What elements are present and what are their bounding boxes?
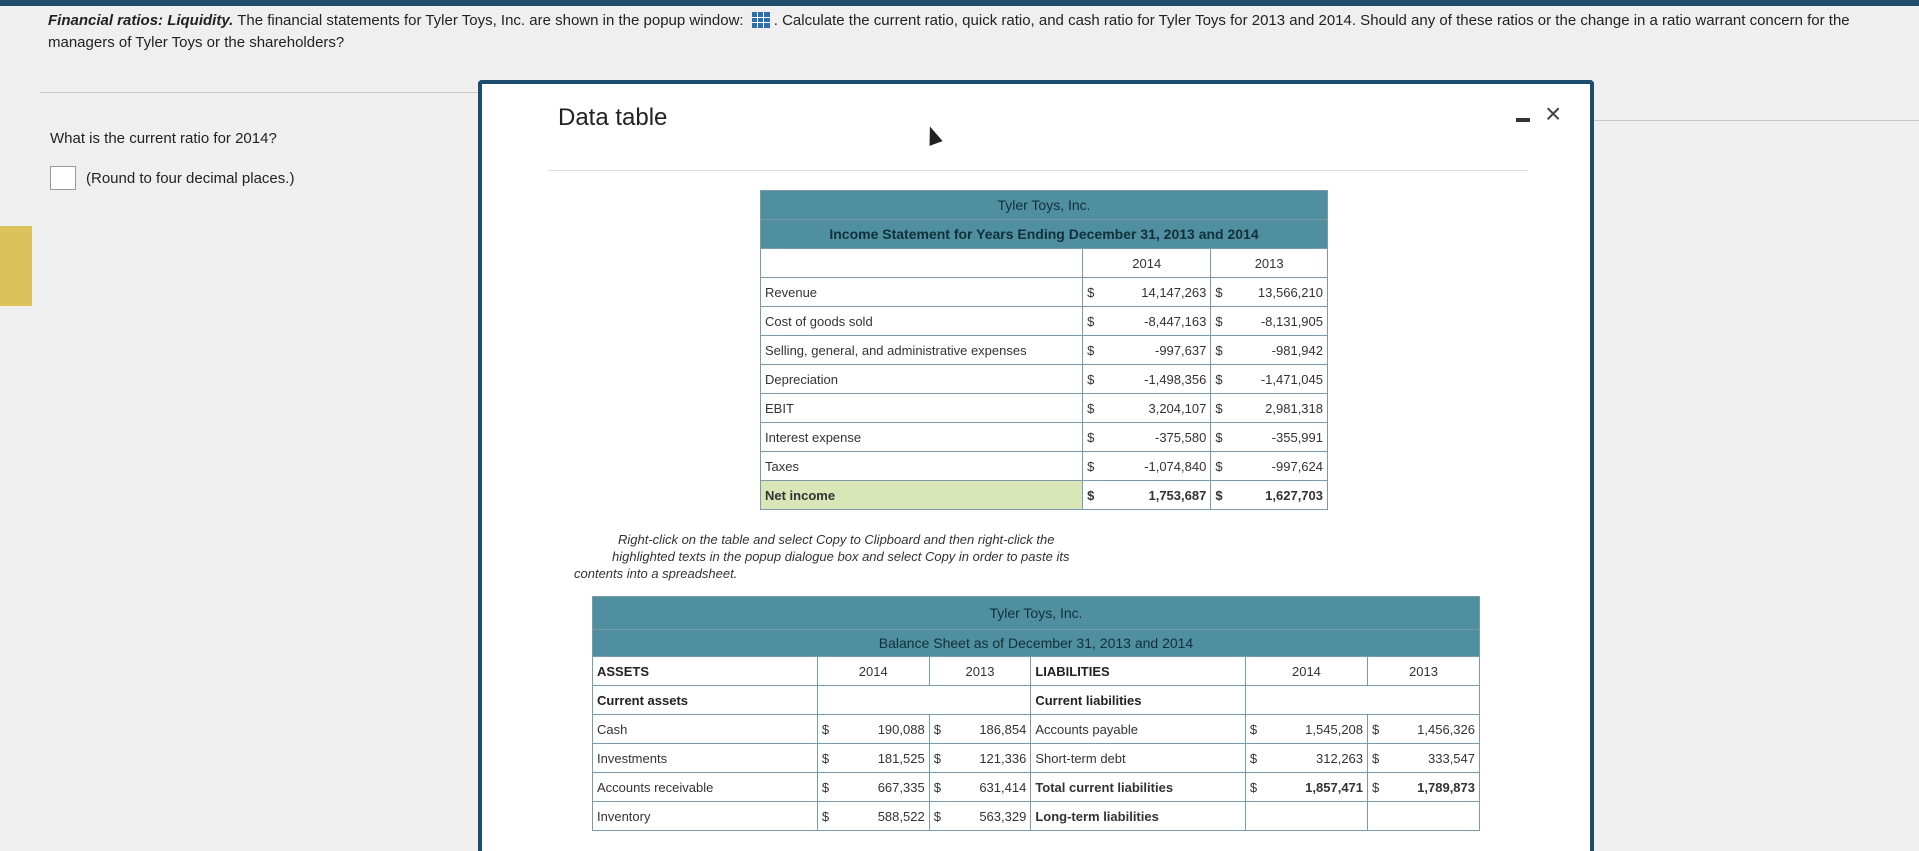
answer-input[interactable] <box>50 166 76 190</box>
currency-symbol: $ <box>1211 423 1237 452</box>
table-row <box>593 802 1480 831</box>
currency-symbol: $ <box>929 715 950 744</box>
close-icon[interactable]: × <box>1545 98 1562 129</box>
income-statement-table[interactable] <box>760 190 1328 510</box>
question-lead: Financial ratios: Liquidity. <box>48 12 234 29</box>
balance-title: Balance Sheet as of December 31, 2013 and 2014 <box>593 630 1480 657</box>
asset-2013: 121,336 <box>950 744 1031 773</box>
value-2014: -1,498,356 <box>1109 365 1211 394</box>
asset-2014: 181,525 <box>838 744 929 773</box>
row-label: Selling, general, and administrative expenses <box>761 336 1083 365</box>
table-row <box>761 365 1328 394</box>
value-2014: 1,753,687 <box>1109 481 1211 510</box>
row-label: EBIT <box>761 394 1083 423</box>
answer-row <box>50 166 294 190</box>
asset-2014: 667,335 <box>838 773 929 802</box>
table-row <box>593 715 1480 744</box>
divider <box>548 170 1528 171</box>
asset-label: Accounts receivable <box>593 773 818 802</box>
divider <box>40 92 480 93</box>
value-2013: -1,471,045 <box>1237 365 1328 394</box>
currency-symbol: $ <box>817 802 838 831</box>
data-table-icon[interactable] <box>752 12 770 28</box>
currency-symbol: $ <box>1083 481 1109 510</box>
data-table-popup <box>478 80 1594 851</box>
currency-symbol <box>1245 802 1266 831</box>
asset-2013: 563,329 <box>950 802 1031 831</box>
question-text <box>48 10 1918 54</box>
currency-symbol: $ <box>817 773 838 802</box>
currency-symbol: $ <box>817 715 838 744</box>
currency-symbol: $ <box>1083 452 1109 481</box>
balance-sheet-table[interactable] <box>592 596 1480 831</box>
currency-symbol <box>1368 802 1389 831</box>
value-2013: -981,942 <box>1237 336 1328 365</box>
currency-symbol: $ <box>1083 307 1109 336</box>
mouse-cursor-icon <box>923 124 942 146</box>
liability-2014: 312,263 <box>1266 744 1367 773</box>
liability-label: Total current liabilities <box>1031 773 1246 802</box>
liabilities-header: LIABILITIES <box>1031 657 1246 686</box>
currency-symbol: $ <box>1211 481 1237 510</box>
rounding-hint: (Round to four decimal places.) <box>86 169 295 187</box>
assets-col-2013: 2013 <box>929 657 1031 686</box>
value-2013: -997,624 <box>1237 452 1328 481</box>
currency-symbol: $ <box>1211 278 1237 307</box>
value-2013: -8,131,905 <box>1237 307 1328 336</box>
assets-col-2014: 2014 <box>817 657 929 686</box>
asset-2014: 190,088 <box>838 715 929 744</box>
liability-2014: 1,857,471 <box>1266 773 1367 802</box>
balance-company: Tyler Toys, Inc. <box>593 597 1480 630</box>
liability-2014: 1,545,208 <box>1266 715 1367 744</box>
currency-symbol: $ <box>929 802 950 831</box>
liability-2013: 1,789,873 <box>1389 773 1480 802</box>
asset-2014: 588,522 <box>838 802 929 831</box>
liab-col-2014: 2014 <box>1245 657 1367 686</box>
current-assets-label: Current assets <box>593 686 818 715</box>
value-2013: 13,566,210 <box>1237 278 1328 307</box>
currency-symbol: $ <box>1083 336 1109 365</box>
asset-2013: 186,854 <box>950 715 1031 744</box>
value-2014: 14,147,263 <box>1109 278 1211 307</box>
copy-note-line: Right-click on the table and select Copy to Clipboard and then right-click the <box>618 532 1055 547</box>
currency-symbol: $ <box>1368 773 1389 802</box>
value-2014: -8,447,163 <box>1109 307 1211 336</box>
row-label: Net income <box>761 481 1083 510</box>
blank-cell <box>817 686 1030 715</box>
liability-label: Short-term debt <box>1031 744 1246 773</box>
popup-title: Data table <box>558 104 668 131</box>
divider <box>1590 120 1919 121</box>
currency-symbol: $ <box>1083 423 1109 452</box>
table-row <box>761 278 1328 307</box>
copy-note-line: contents into a spreadsheet. <box>574 566 738 581</box>
income-col-2013: 2013 <box>1211 249 1328 278</box>
income-company: Tyler Toys, Inc. <box>761 191 1328 220</box>
liability-2013: 1,456,326 <box>1389 715 1480 744</box>
liability-2013 <box>1389 802 1480 831</box>
table-row <box>761 423 1328 452</box>
currency-symbol: $ <box>1211 452 1237 481</box>
asset-label: Investments <box>593 744 818 773</box>
currency-symbol: $ <box>1211 307 1237 336</box>
liability-2013: 333,547 <box>1389 744 1480 773</box>
currency-symbol: $ <box>1083 278 1109 307</box>
liability-label: Accounts payable <box>1031 715 1246 744</box>
table-row <box>761 394 1328 423</box>
row-label: Taxes <box>761 452 1083 481</box>
blank-cell <box>1245 686 1479 715</box>
liability-2014 <box>1266 802 1367 831</box>
table-row <box>761 452 1328 481</box>
assets-header: ASSETS <box>593 657 818 686</box>
currency-symbol: $ <box>1211 365 1237 394</box>
value-2013: 2,981,318 <box>1237 394 1328 423</box>
currency-symbol: $ <box>1245 744 1266 773</box>
currency-symbol: $ <box>1211 394 1237 423</box>
table-row <box>593 773 1480 802</box>
value-2014: -1,074,840 <box>1109 452 1211 481</box>
asset-label: Cash <box>593 715 818 744</box>
currency-symbol: $ <box>1368 744 1389 773</box>
question-part-2: . Calculate the current ratio, quick ratio, and cash ratio for Tyler Toys for 2013 and 2014. Should any of these ratios or the change in a ratio warrant concern for the managers of Tyler Toys or the shareholders? <box>48 12 1850 51</box>
copy-note-line: highlighted texts in the popup dialogue box and select Copy in order to paste its <box>612 549 1070 564</box>
income-col-2014: 2014 <box>1083 249 1211 278</box>
value-2014: 3,204,107 <box>1109 394 1211 423</box>
row-label: Cost of goods sold <box>761 307 1083 336</box>
side-tab[interactable] <box>0 226 32 306</box>
asset-label: Inventory <box>593 802 818 831</box>
currency-symbol: $ <box>1368 715 1389 744</box>
liab-col-2013: 2013 <box>1368 657 1480 686</box>
question-part-1: The financial statements for Tyler Toys, Inc. are shown in the popup window: <box>233 12 744 29</box>
current-liabilities-label: Current liabilities <box>1031 686 1246 715</box>
value-2014: -997,637 <box>1109 336 1211 365</box>
row-label: Interest expense <box>761 423 1083 452</box>
currency-symbol: $ <box>1245 773 1266 802</box>
currency-symbol: $ <box>929 773 950 802</box>
table-row <box>761 307 1328 336</box>
currency-symbol: $ <box>1211 336 1237 365</box>
income-title: Income Statement for Years Ending December 31, 2013 and 2014 <box>761 220 1328 249</box>
asset-2013: 631,414 <box>950 773 1031 802</box>
value-2014: -375,580 <box>1109 423 1211 452</box>
currency-symbol: $ <box>1083 394 1109 423</box>
row-label: Revenue <box>761 278 1083 307</box>
row-label: Depreciation <box>761 365 1083 394</box>
value-2013: 1,627,703 <box>1237 481 1328 510</box>
currency-symbol: $ <box>817 744 838 773</box>
sub-question: What is the current ratio for 2014? <box>50 130 277 147</box>
value-2013: -355,991 <box>1237 423 1328 452</box>
table-row <box>761 336 1328 365</box>
minimize-icon[interactable] <box>1516 118 1530 122</box>
table-row <box>593 744 1480 773</box>
income-header-blank <box>761 249 1083 278</box>
currency-symbol: $ <box>1245 715 1266 744</box>
currency-symbol: $ <box>1083 365 1109 394</box>
liability-label: Long-term liabilities <box>1031 802 1246 831</box>
top-bar <box>0 0 1919 6</box>
currency-symbol: $ <box>929 744 950 773</box>
table-row <box>761 481 1328 510</box>
